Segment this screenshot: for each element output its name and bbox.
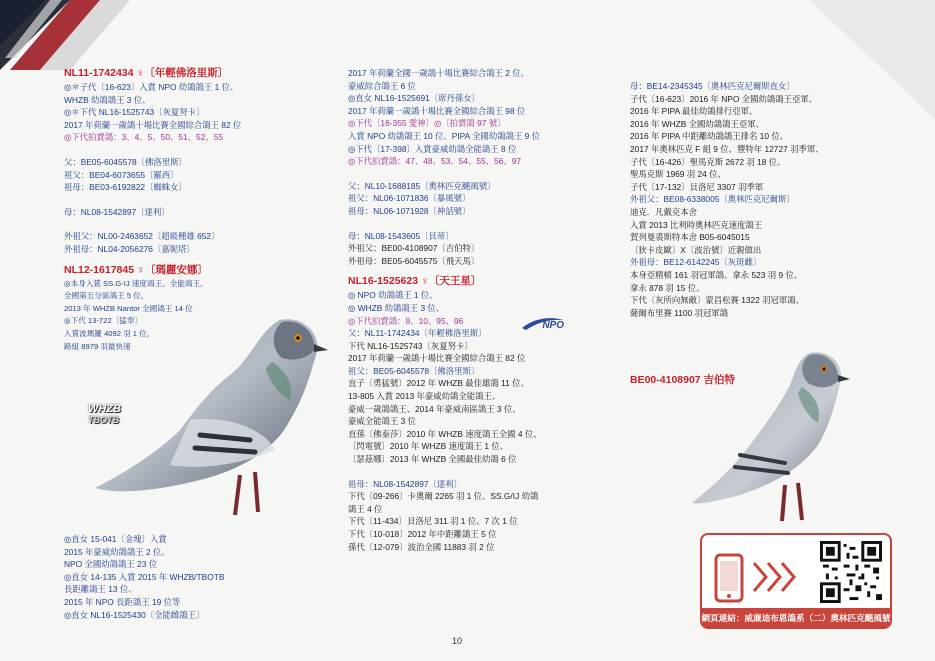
text-line: ◎ WHZB 幼鴿鴿王 3 位、 bbox=[348, 302, 445, 313]
text-line: 長距離鴿王 13 位、 bbox=[64, 584, 137, 595]
text-line: 2017 年荷蘭一歲鴿十場比賽全國綜合鴿王 82 位 bbox=[64, 119, 242, 130]
text-line: 入賞 NPO 幼鴿鴿王 10 位、PIPA 全國幼鴿鴿王 9 位 bbox=[348, 130, 541, 141]
text-line: 外祖父：NL00-2463652〔超級種雄 652〕 bbox=[64, 231, 220, 242]
npo-logo bbox=[520, 316, 566, 332]
text-line: 全國第五分區鴿王 5 位、 bbox=[64, 291, 149, 301]
section-header: NL16-1525623 ♀〔天王星〕 bbox=[348, 275, 482, 288]
text-line: 父：BE05-6045578〔佛洛里斯〕 bbox=[64, 156, 187, 167]
text-line: 入賞波瑪羅 4092 羽 1 位， bbox=[64, 328, 155, 338]
text-line: 2017 年奧林匹克 F 組 9 位、豐特年 12727 羽季軍、 bbox=[630, 143, 824, 154]
text-line: ◎下代拍賣鴿：3、4、5、50、51、52、55 bbox=[64, 132, 224, 143]
npo-logo-text: NPO bbox=[542, 320, 564, 331]
page-number: 10 bbox=[452, 636, 463, 646]
text-line: 子代〔16-623〕2016 年 NPO 全國幼鴿鴿王亞軍、 bbox=[630, 93, 818, 104]
text-line: ◎直女 NL16-1525691〔席丹孫女〕 bbox=[348, 93, 481, 104]
qr-caption[interactable]: 網頁連結：威廉迪布恩鴿系（二）奧林匹克颶風號 bbox=[700, 608, 892, 628]
text-line: ◎＊子代〔16-623〕入賞 NPO 幼鴿鴿王 1 位、 bbox=[64, 82, 239, 92]
text-line: 賀列曼裘斯特本舍 B05-6045015 bbox=[630, 232, 750, 243]
text-line: 迪克．凡戴克本舍 bbox=[630, 206, 697, 217]
text-line: 拿永 878 羽 15 位、 bbox=[630, 282, 705, 293]
pigeon-caption: BE00-4108907 吉伯特 bbox=[630, 374, 736, 386]
text-line: 2017 年荷蘭一歲鴿十場比賽全國綜合鴿王 82 位 bbox=[348, 353, 526, 364]
text-line: 母：NL08-1543605〔貝蒂〕 bbox=[348, 230, 454, 241]
section-header: NL12-1617845 ♀〔瑪麗安娜〕 bbox=[64, 263, 208, 276]
text-line: 祖父：BE04-6073655〔羅西〕 bbox=[64, 169, 179, 180]
text-line: 祖母：BE03-6192822〔蜘蛛女〕 bbox=[64, 182, 187, 193]
text-line: 祖母：NL06-1071928〔神話號〕 bbox=[348, 205, 471, 216]
text-line: 母：BE14-2345345〔奧林匹克尼爾斯直女〕 bbox=[630, 81, 795, 91]
text-line: ◎本身入賞 SS.G-IJ 速度鴿王、全能鴿王、 bbox=[64, 278, 208, 288]
text-line: NPO 全國幼鴿鴿王 23 位 bbox=[64, 559, 158, 570]
text-line: ◎＊下代 NL16-1525743〔灰夏努卡〕 bbox=[64, 107, 205, 118]
text-line: ◎直女 15-041〔金塊〕入賞 bbox=[64, 534, 167, 544]
text-line: 下代〔10-018〕2012 年中距離鴿王 5 位 bbox=[348, 529, 497, 539]
text-line: 外祖母：BE12-6142245〔灰斑雌〕 bbox=[630, 257, 762, 268]
text-line: 直子〔勇猛號〕2012 年 WHZB 最佳雄鴿 11 位、 bbox=[348, 378, 529, 389]
qr-code-icon[interactable] bbox=[820, 541, 882, 603]
text-line: 〔瑟茲娜〕2013 年 WHZB 全國最佳幼鴿 6 位 bbox=[348, 454, 517, 465]
text-line: 下代〔灰所向無敵〕蒙昌松賽 1322 羽冠軍鴿、 bbox=[630, 295, 805, 306]
text-line: ◎ NPO 幼鴿鴿王 1 位、 bbox=[348, 290, 438, 301]
text-line: WHZB 幼鴿鴿王 3 位、 bbox=[64, 94, 151, 105]
text-line: 薩爾布里賽 1100 羽冠軍鴿 bbox=[630, 307, 729, 318]
text-line: 2016 年 PIPA 中距離幼鴿鴿王排名 10 位、 bbox=[630, 131, 789, 142]
pigeon-photo-right bbox=[690, 345, 850, 530]
text-line: 2016 年 WHZB 全國幼鴿鴿王亞軍、 bbox=[630, 118, 765, 129]
arrows-icon bbox=[752, 559, 800, 595]
text-line: 入賞 2013 比利時奧林匹克速度鴿王 bbox=[630, 219, 763, 230]
text-line: 2013 年 WHZB Nantor 全國鴿王 14 位 bbox=[64, 303, 193, 313]
text-line: 鴿王 4 位 bbox=[348, 503, 383, 514]
text-line: 父：NL11-1742434〔年輕佛洛里斯〕 bbox=[348, 328, 487, 339]
text-line: 2016 年 PIPA 最佳幼鴿排行亞軍、 bbox=[630, 106, 758, 117]
text-line: ◎直女 14-135 入賞 2015 年 WHZB/TBOTB bbox=[64, 571, 225, 582]
column-left-bottom bbox=[64, 533, 224, 621]
text-line: 〔狄卡皮歐〕X〔波治號〕近親做出 bbox=[630, 244, 762, 255]
text-line: 外祖母：BE05-6045575〔飛天馬〕 bbox=[348, 255, 480, 266]
text-line: 父：NL10-1688185〔奧林匹克颶風號〕 bbox=[348, 180, 496, 191]
logo-text: WHZB bbox=[88, 403, 121, 415]
text-line: 子代〔17-132〕貝洛尼 3307 羽季軍 bbox=[630, 181, 764, 192]
text-line: 直孫〔佛泰莎〕2010 年 WHZB 速度鴿王全國 4 位、 bbox=[348, 428, 542, 439]
text-line: 豪威全能鴿王 3 位 bbox=[348, 416, 416, 427]
text-line: 下代〔11-434〕貝洛尼 311 羽 1 位、7 次 1 位 bbox=[348, 516, 518, 527]
text-line: 下代〔09-266〕卡奧爾 2265 羽 1 位、SS.G/IJ 幼鴿 bbox=[348, 491, 539, 502]
text-line: ◎下代〔17-398〕入賞豪威幼鴿全能鴿王 8 位 bbox=[348, 143, 517, 154]
text-line: 〔閃電號〕2010 年 WHZB 速度鴿王 1 位、 bbox=[348, 441, 509, 452]
section-header: NL11-1742434 ♀〔年輕佛洛里斯〕 bbox=[64, 67, 229, 79]
text-line: 2017 年荷蘭一歲鴿十場比賽全國綜合鴿王 98 位 bbox=[348, 105, 526, 116]
text-line: 孫代〔12-079〕波治全國 11883 羽 2 位 bbox=[348, 541, 495, 552]
text-line: ◎下代拍賣鴿：47、48、53、54、55、56、97 bbox=[348, 156, 522, 167]
text-line: ◎直女 NL16-1525430〔全能雌鴿王〕 bbox=[64, 609, 205, 620]
text-line: 祖父：NL06-1071836〔暴風號〕 bbox=[348, 193, 471, 204]
text-line: 豪威綜合鴿王 6 位 bbox=[348, 80, 416, 91]
text-line: 2015 年 NPO 長距鴿王 19 位等 bbox=[64, 596, 181, 607]
text-line: 外祖母：NL04-2056276〔嘉妮塔〕 bbox=[64, 243, 195, 254]
text-line: 2015 年豪威幼鴿鴿王 2 位、 bbox=[64, 546, 170, 557]
text-line: 祖母：NL08-1542897〔達利〕 bbox=[348, 478, 463, 489]
text-line: 母：NL08-1542897〔達利〕 bbox=[64, 206, 170, 217]
column-middle bbox=[348, 67, 542, 553]
logo-subtext: TBOTB bbox=[88, 415, 119, 425]
text-line: 外祖父：BE00-4108907〔吉伯特〕 bbox=[348, 243, 480, 254]
text-line: 外祖父：BE08-6338005〔奧林匹克尼爾斯〕 bbox=[630, 194, 795, 205]
text-line: 祖父：BE05-6045578〔佛洛里斯〕 bbox=[348, 365, 480, 376]
text-line: 下代 NL16-1525743〔灰夏努卡〕 bbox=[348, 340, 473, 351]
text-line: 豪威一歲鴿鴿王、2014 年豪威南區鴿王 3 位、 bbox=[348, 403, 521, 414]
text-line: ◎下代 13-722〔猛奉〕 bbox=[64, 316, 142, 326]
text-line: ◎下代拍賣鴿：9、10、95、96 bbox=[348, 315, 464, 326]
text-line: 本身亞精頓 161 羽冠軍鴿、拿永 523 羽 9 位、 bbox=[630, 269, 803, 280]
text-line: 聖馬克斯 1969 羽 24 位、 bbox=[630, 169, 726, 180]
text-line: 子代〔16-426〕聖馬克斯 2672 羽 18 位、 bbox=[630, 156, 786, 167]
smartphone-icon bbox=[714, 553, 744, 603]
text-line: 13-805 入賞 2013 年豪威幼鴿全能鴿王、 bbox=[348, 391, 501, 402]
text-line: ◎下代〔16-355 愛神〕◎〔拍賣鴿 97 號〕 bbox=[348, 118, 506, 129]
column-right bbox=[630, 80, 824, 319]
text-line: 2017 年荷蘭全國一歲鴿十場比賽綜合鴿王 2 位、 bbox=[348, 68, 530, 78]
pigeon-photo-left bbox=[90, 300, 330, 530]
text-line: 路組 8979 羽最快速 bbox=[64, 341, 131, 351]
